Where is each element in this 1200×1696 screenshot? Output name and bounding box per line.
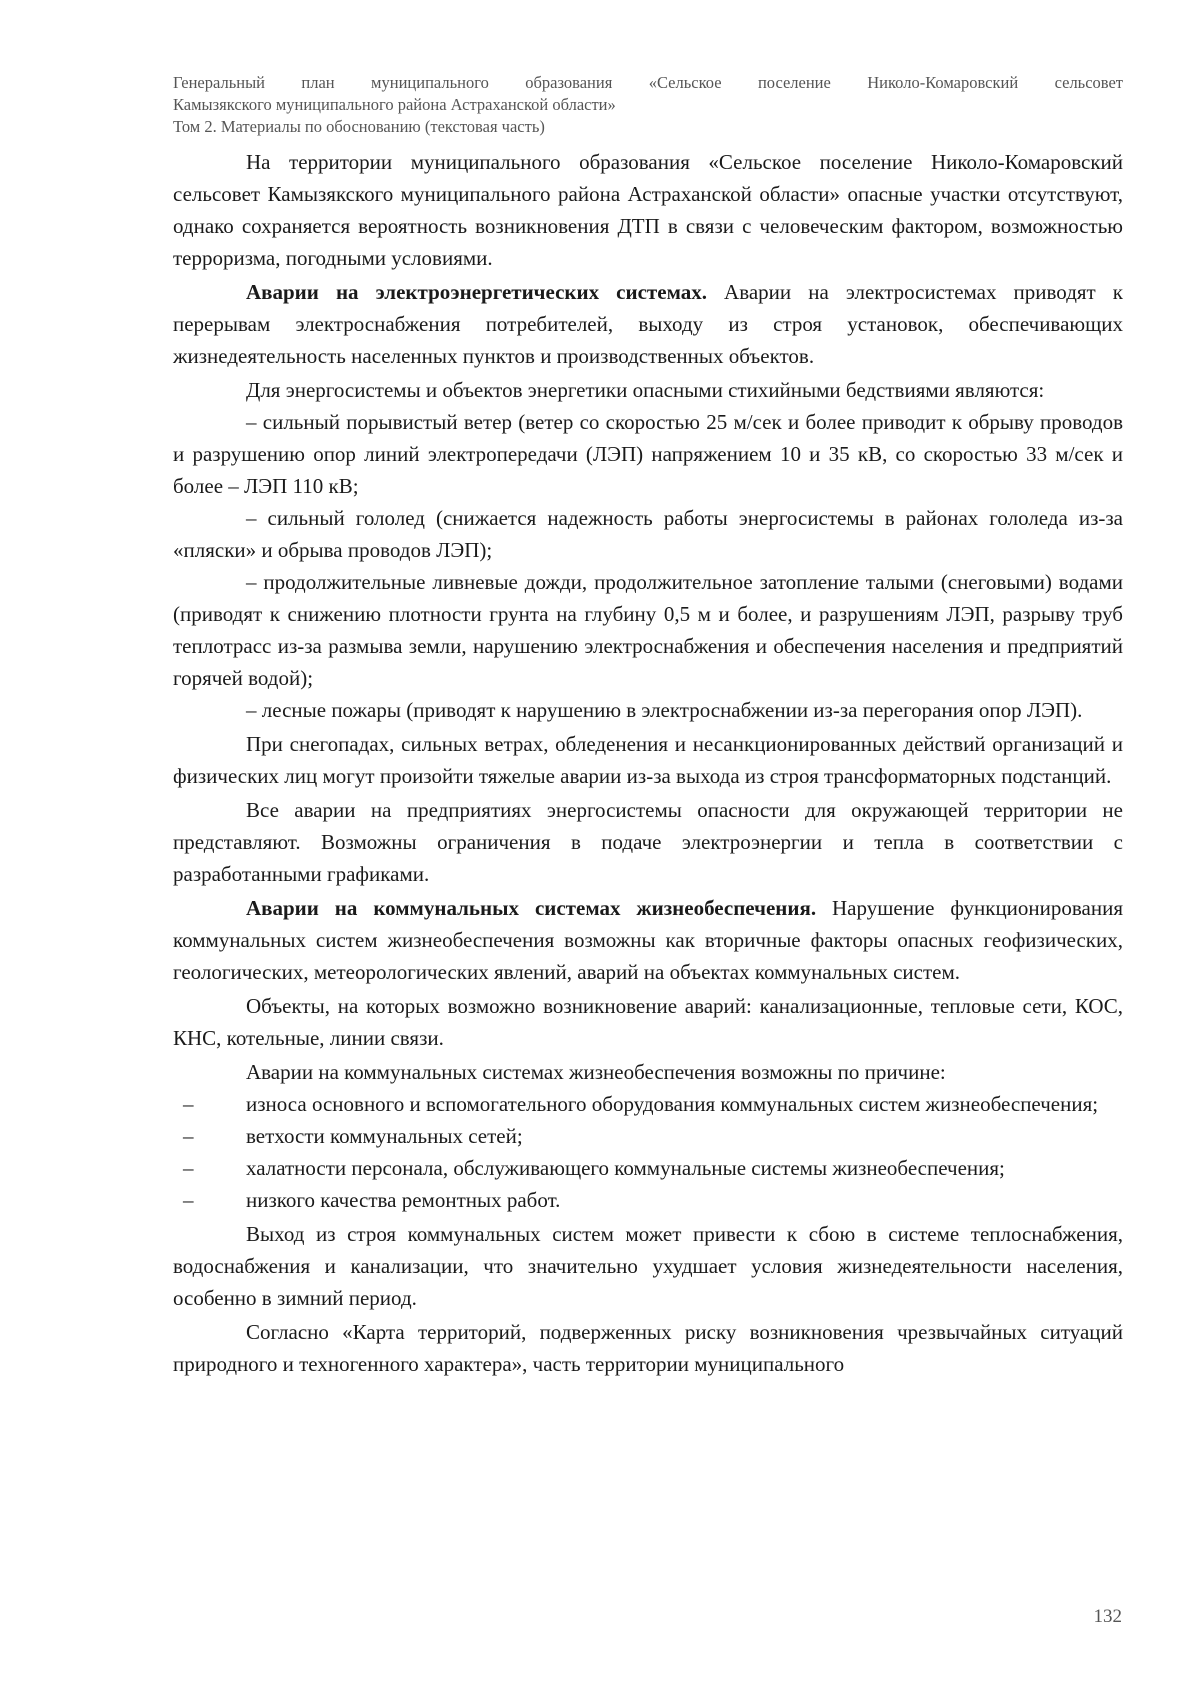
list-dash: – bbox=[183, 1156, 194, 1180]
paragraph-map-reference: Согласно «Карта территорий, подверженных риску возникновения чрезвычайных ситуаций природного и техногенного характера», часть территории муниципального bbox=[173, 1320, 1123, 1376]
header-line-3: Том 2. Материалы по обоснованию (текстовая часть) bbox=[173, 117, 545, 136]
paragraph-consequences: Выход из строя коммунальных систем может привести к сбою в системе теплоснабжения, водоснабжения и канализации, что значительно ухудшает условия жизнедеятельности населения, особенно в зимний период. bbox=[173, 1222, 1123, 1310]
paragraph-snowfall: При снегопадах, сильных ветрах, обледенения и несанкционированных действий организаций и физических лиц могут произойти тяжелые аварии из-за выхода из строя трансформаторных подстанций. bbox=[173, 732, 1123, 788]
paragraph-utility-accidents bbox=[173, 892, 1123, 988]
running-header bbox=[173, 72, 1123, 138]
paragraph-power-accidents-text: Аварии на электросистемах приводят к перерывам электроснабжения потребителей, выходу из строя установок, обеспечивающих жизнедеятельность населенных пунктов и производственных объектов. bbox=[173, 280, 1123, 368]
paragraph-objects: Объекты, на которых возможно возникновение аварий: канализационные, тепловые сети, КОС, КНС, котельные, линии связи. bbox=[173, 994, 1123, 1050]
document-body bbox=[173, 146, 1123, 1380]
heading-utility-accidents: Аварии на коммунальных системах жизнеобеспечения. bbox=[246, 896, 817, 920]
list-item-rain: – продолжительные ливневые дожди, продолжительное затопление талыми (снеговыми) водами (приводят к снижению плотности грунта на глубину 0,5 м и более, и разрушениям ЛЭП, разрыву труб теплотрасс из-за размыва земли, нарушению электроснабжения и обеспечения населения и предприятий горячей водой); bbox=[173, 570, 1123, 690]
list-item-wear-text: износа основного и вспомогательного оборудования коммунальных систем жизнеобеспечения; bbox=[246, 1092, 1099, 1116]
page-number: 132 bbox=[1093, 1606, 1122, 1627]
list-dash: – bbox=[183, 1124, 194, 1148]
header-line-1: Генеральный план муниципального образования «Сельское поселение Николо-Комаровский сельсовет bbox=[173, 73, 1123, 92]
list-item-fires: – лесные пожары (приводят к нарушению в электроснабжении из-за перегорания опор ЛЭП). bbox=[246, 698, 1083, 722]
list-dash: – bbox=[183, 1188, 194, 1212]
list-item-repairs-text: низкого качества ремонтных работ. bbox=[246, 1188, 561, 1212]
heading-power-accidents: Аварии на электроэнергетических системах. bbox=[246, 280, 707, 304]
list-item-wind: – сильный порывистый ветер (ветер со скоростью 25 м/сек и более приводит к обрыву проводов и разрушению опор линий электропередачи (ЛЭП) напряжением 10 и 35 кВ, со скоростью 33 м/сек и более – ЛЭП 110 кВ; bbox=[173, 410, 1123, 498]
header-line-2: Камызякского муниципального района Астраханской области» bbox=[173, 95, 616, 114]
list-item-decay bbox=[173, 1120, 1123, 1152]
list-item-repairs bbox=[173, 1184, 1123, 1216]
list-item-ice: – сильный гололед (снижается надежность работы энергосистемы в районах гололеда из-за «пляски» и обрыва проводов ЛЭП); bbox=[173, 506, 1123, 562]
paragraph-hazards-intro: Для энергосистемы и объектов энергетики опасными стихийными бедствиями являются: bbox=[246, 378, 1045, 402]
paragraph-power-accidents bbox=[173, 276, 1123, 372]
list-item-negligence-text: халатности персонала, обслуживающего коммунальные системы жизнеобеспечения; bbox=[246, 1156, 1005, 1180]
list-item-negligence bbox=[173, 1152, 1123, 1184]
paragraph-energy-safety: Все аварии на предприятиях энергосистемы опасности для окружающей территории не представляют. Возможны ограничения в подаче электроэнергии и тепла в соответствии с разработанными графиками. bbox=[173, 798, 1123, 886]
paragraph-utility-accidents-text: Нарушение функционирования коммунальных систем жизнеобеспечения возможны как вторичные факторы опасных геофизических, геологических, метеорологических явлений, аварий на объектах коммунальных систем. bbox=[173, 896, 1123, 984]
list-dash: – bbox=[183, 1092, 194, 1116]
paragraph-intro: На территории муниципального образования «Сельское поселение Николо-Комаровский сельсовет Камызякского муниципального района Астраханской области» опасные участки отсутствуют, однако сохраняется вероятность возникновения ДТП в связи с человеческим фактором, возможностью терроризма, погодными условиями. bbox=[173, 150, 1123, 270]
paragraph-causes-intro: Аварии на коммунальных системах жизнеобеспечения возможны по причине: bbox=[246, 1060, 946, 1084]
list-item-wear bbox=[173, 1088, 1123, 1120]
list-item-decay-text: ветхости коммунальных сетей; bbox=[246, 1124, 523, 1148]
